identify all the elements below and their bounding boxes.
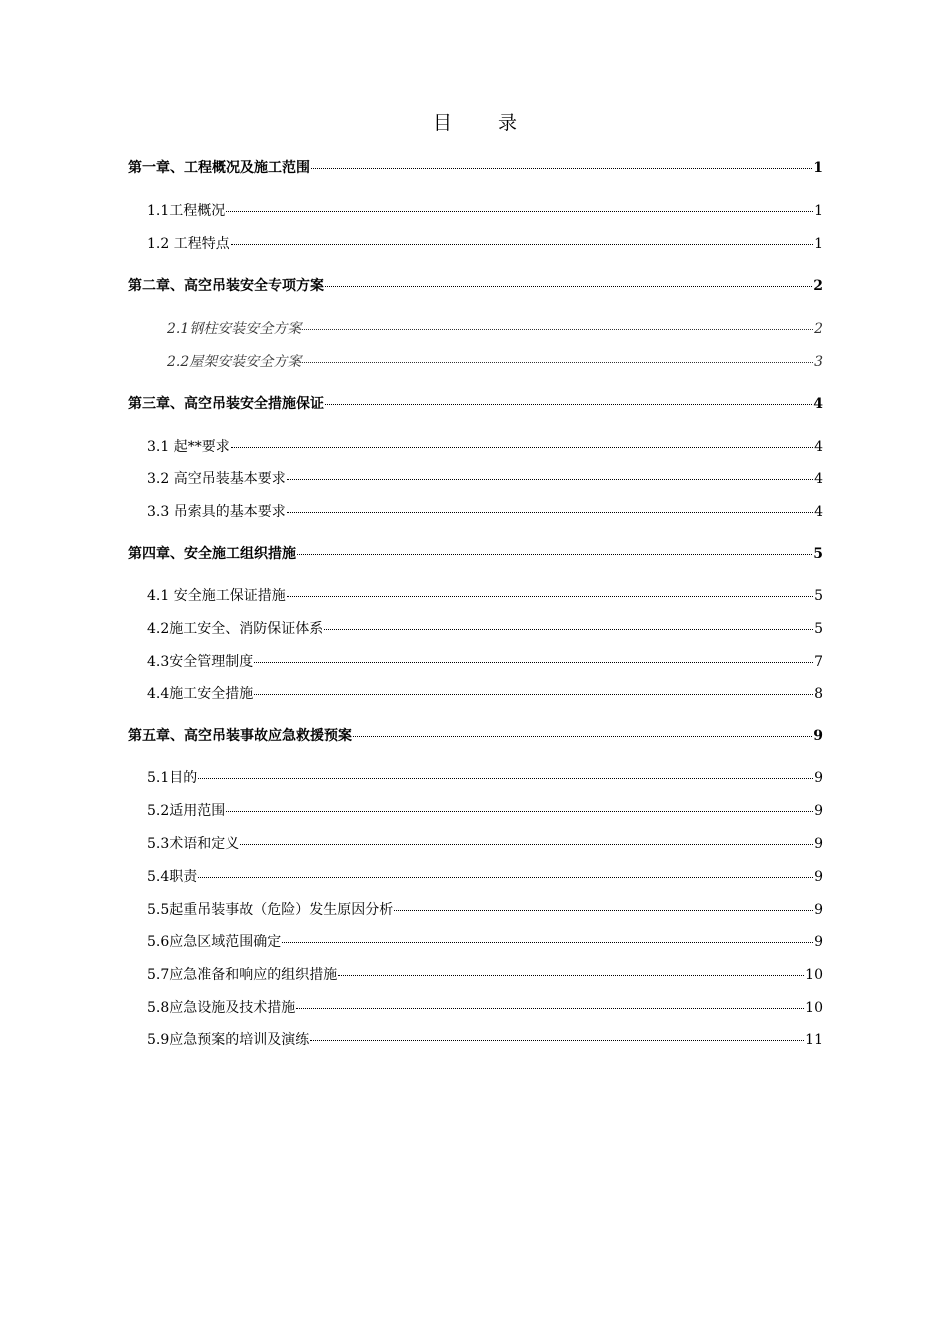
dot-leader [302, 328, 813, 330]
toc-page-number: 9 [814, 869, 823, 885]
dot-leader [394, 909, 813, 911]
toc-section-entry[interactable] [147, 202, 823, 220]
toc-entry-label: 第五章、高空吊装事故应急救援预案 [128, 728, 352, 744]
toc-entry-label: 5.7应急准备和响应的组织措施 [147, 967, 338, 983]
dot-leader [324, 628, 813, 630]
dot-leader [353, 735, 812, 737]
toc-section-entry[interactable] [147, 503, 823, 521]
toc-entry-label: 4.3安全管理制度 [147, 654, 254, 670]
dot-leader [325, 285, 812, 287]
toc-title [0, 108, 950, 135]
toc-section-entry[interactable] [167, 320, 823, 338]
toc-page-number: 9 [814, 836, 823, 852]
toc-entry-label: 第二章、高空吊装安全专项方案 [128, 278, 324, 294]
toc-title-left: 目 [432, 112, 452, 134]
toc-page-number: 1 [814, 236, 823, 252]
toc-section-entry[interactable] [147, 620, 823, 638]
toc-entry-label: 4.4施工安全措施 [147, 686, 254, 702]
toc-page-number: 8 [814, 686, 823, 702]
dot-leader [325, 403, 812, 405]
dot-leader [231, 446, 813, 448]
toc-entry-label: 5.9应急预案的培训及演练 [147, 1032, 310, 1048]
toc-entry-label: 5.6应急区域范围确定 [147, 934, 282, 950]
toc-entry-label: 5.8应急设施及技术措施 [147, 1000, 296, 1016]
toc-title-right: 录 [498, 112, 518, 134]
toc-chapter-entry[interactable] [128, 159, 823, 177]
toc-entry-label: 5.4职责 [147, 869, 198, 885]
toc-page-number: 9 [814, 934, 823, 950]
toc-entry-label: 2.2屋架安装安全方案 [167, 354, 302, 370]
toc-section-entry[interactable] [147, 685, 823, 703]
dot-leader [287, 511, 813, 513]
toc-page-number: 11 [805, 1032, 823, 1048]
toc-section-entry[interactable] [147, 999, 823, 1017]
toc-entry-label: 4.1 安全施工保证措施 [147, 588, 286, 604]
dot-leader [310, 1039, 804, 1041]
dot-leader [338, 974, 804, 976]
toc-page-number: 7 [814, 654, 823, 670]
toc-entry-label: 3.1 起**要求 [147, 439, 230, 455]
toc-page-number: 9 [814, 902, 823, 918]
toc-entry-label: 3.2 高空吊装基本要求 [147, 471, 286, 487]
dot-leader [231, 243, 813, 245]
toc-section-entry[interactable] [167, 353, 823, 371]
dot-leader [254, 661, 813, 663]
toc-section-entry[interactable] [147, 802, 823, 820]
toc-section-entry[interactable] [147, 235, 823, 253]
toc-page-number: 4 [813, 396, 823, 412]
toc-page-number: 1 [813, 160, 823, 176]
toc-entry-label: 2.1钢柱安装安全方案 [167, 321, 302, 337]
toc-page-number: 10 [805, 1000, 823, 1016]
toc-section-entry[interactable] [147, 587, 823, 605]
toc-entry-label: 1.2 工程特点 [147, 236, 230, 252]
toc-section-entry[interactable] [147, 1031, 823, 1049]
toc-entry-label: 5.2适用范围 [147, 803, 226, 819]
toc-page-number: 4 [814, 504, 823, 520]
dot-leader [296, 1007, 804, 1009]
dot-leader [297, 553, 812, 555]
toc-entry-label: 4.2施工安全、消防保证体系 [147, 621, 324, 637]
toc-section-entry[interactable] [147, 835, 823, 853]
toc-chapter-entry[interactable] [128, 277, 823, 295]
toc-chapter-entry[interactable] [128, 545, 823, 563]
dot-leader [240, 843, 813, 845]
dot-leader [282, 941, 813, 943]
toc-page-number: 3 [814, 354, 823, 370]
toc-page-number: 10 [805, 967, 823, 983]
toc-section-entry[interactable] [147, 438, 823, 456]
toc-page-number: 2 [814, 321, 823, 337]
toc-entry-label: 1.1工程概况 [147, 203, 226, 219]
toc-entry-label: 第四章、安全施工组织措施 [128, 546, 296, 562]
toc-page-number: 4 [814, 471, 823, 487]
dot-leader [287, 478, 813, 480]
toc-entry-label: 3.3 吊索具的基本要求 [147, 504, 286, 520]
toc-section-entry[interactable] [147, 769, 823, 787]
dot-leader [198, 876, 813, 878]
dot-leader [226, 810, 813, 812]
toc-chapter-entry[interactable] [128, 727, 823, 745]
toc-section-entry[interactable] [147, 868, 823, 886]
toc-page-number: 9 [814, 770, 823, 786]
dot-leader [254, 693, 813, 695]
toc-chapter-entry[interactable] [128, 395, 823, 413]
toc-page-number: 9 [813, 728, 823, 744]
toc-page-number: 4 [814, 439, 823, 455]
toc-section-entry[interactable] [147, 966, 823, 984]
dot-leader [287, 595, 813, 597]
dot-leader [302, 361, 813, 363]
toc-entry-label: 5.3术语和定义 [147, 836, 240, 852]
toc-page-number: 5 [814, 588, 823, 604]
toc-page-number: 1 [814, 203, 823, 219]
toc-page-number: 5 [813, 546, 823, 562]
toc-entry-label: 5.5起重吊装事故（危险）发生原因分析 [147, 902, 394, 918]
toc-entry-label: 第一章、工程概况及施工范围 [128, 160, 310, 176]
toc-page-number: 9 [814, 803, 823, 819]
toc-entry-label: 5.1目的 [147, 770, 198, 786]
toc-page-number: 5 [814, 621, 823, 637]
dot-leader [311, 167, 812, 169]
toc-section-entry[interactable] [147, 901, 823, 919]
toc-entry-label: 第三章、高空吊装安全措施保证 [128, 396, 324, 412]
toc-section-entry[interactable] [147, 933, 823, 951]
dot-leader [226, 210, 813, 212]
toc-section-entry[interactable] [147, 653, 823, 671]
toc-section-entry[interactable] [147, 470, 823, 488]
toc-page-number: 2 [813, 278, 823, 294]
dot-leader [198, 777, 813, 779]
